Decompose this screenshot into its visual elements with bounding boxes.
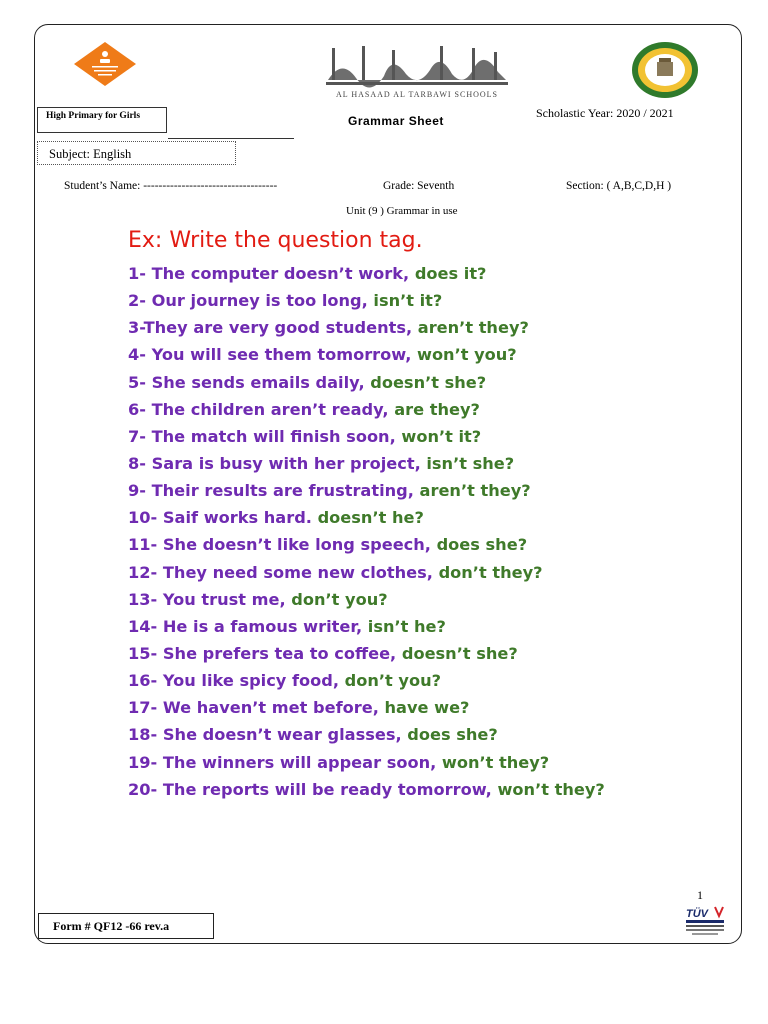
question-text: 13- You trust me, [128,589,292,609]
question-text: 20- The reports will be ready tomorrow, [128,779,498,799]
school-emblem-logo [70,40,140,88]
question-item [128,477,605,504]
question-tag: won’t they? [441,752,550,772]
question-item [128,396,605,423]
section-label: Section: ( A,B,C,D,H ) [566,180,672,192]
question-text: 16- You like spicy food, [128,671,345,691]
question-item [128,613,605,640]
question-item [128,559,605,586]
exercise-title: Ex: Write the question tag. [128,228,423,253]
question-text: 10- Saif works hard. [128,508,318,528]
question-text: 1- The computer doesn’t work, [128,264,415,283]
question-text: 19- The winners will appear soon, [128,752,442,772]
question-item [128,776,605,803]
question-tag: won’t it? [401,426,482,446]
question-item [128,287,605,314]
question-tag: don’t you? [291,589,388,609]
question-text: 5- She sends emails daily, [128,372,371,392]
question-text: 12- They need some new clothes, [128,562,439,582]
header-divider [168,138,294,139]
sheet-title: Grammar Sheet [348,114,444,128]
school-name-calligraphy-logo [322,40,512,104]
question-tag: aren’t they? [419,481,531,501]
question-item [128,586,605,613]
question-item [128,314,605,341]
student-name-field: Student’s Name: ----------------------------------- [64,180,278,192]
unit-label: Unit (9 ) Grammar in use [346,205,458,217]
question-tag: are they? [394,399,480,419]
question-tag: isn’t she? [426,453,515,473]
question-text: 3-They are very good students, [128,318,418,338]
question-tag: have we? [384,698,470,718]
school-seal-logo [628,40,702,100]
question-item [128,341,605,368]
form-number: Form # QF12 -66 rev.a [38,913,214,939]
question-item [128,694,605,721]
grade-label: Grade: Seventh [383,180,455,192]
question-text: 15- She prefers tea to coffee, [128,643,402,663]
question-tag: does she? [436,535,528,555]
question-text: 18- She doesn’t wear glasses, [128,725,408,745]
question-item [128,450,605,477]
question-item [128,640,605,667]
question-text: 7- The match will finish soon, [128,426,402,446]
question-text: 11- She doesn’t like long speech, [128,535,437,555]
question-list [128,260,605,803]
question-tag: don’t you? [344,671,441,691]
question-text: 8- Sara is busy with her project, [128,453,427,473]
question-tag: isn’t it? [373,291,443,311]
page-number: 1 [697,888,703,902]
question-text: 9- Their results are frustrating, [128,481,420,501]
school-branch-label: High Primary for Girls [37,107,167,133]
school-name-latin: AL HASAAD AL TARBAWI SCHOOLS [336,90,498,99]
question-text: 4- You will see them tomorrow, [128,345,417,365]
question-item [128,721,605,748]
question-text: 17- We haven’t met before, [128,698,385,718]
question-item [128,531,605,558]
question-text: 2- Our journey is too long, [128,291,374,311]
question-text: 6- The children aren’t ready, [128,399,395,419]
question-tag: doesn’t she? [370,372,487,392]
question-item [128,667,605,694]
tuv-certification-logo [682,904,728,940]
question-tag: does she? [407,725,498,745]
question-item [128,504,605,531]
question-item [128,369,605,396]
question-tag: won’t they? [497,779,605,799]
scholastic-year: Scholastic Year: 2020 / 2021 [536,106,674,120]
question-tag: does it? [414,264,487,283]
question-text: 14- He is a famous writer, [128,616,368,636]
question-tag: doesn’t she? [401,643,518,663]
question-tag: won’t you? [416,345,517,365]
question-tag: don’t they? [438,562,543,582]
question-item [128,260,605,287]
question-tag: aren’t they? [417,318,529,338]
question-item [128,749,605,776]
question-tag: isn’t he? [367,616,446,636]
question-tag: doesn’t he? [317,508,424,528]
subject-label: Subject: English [37,141,236,165]
question-item [128,423,605,450]
tuv-mark: TÜV [686,908,708,920]
